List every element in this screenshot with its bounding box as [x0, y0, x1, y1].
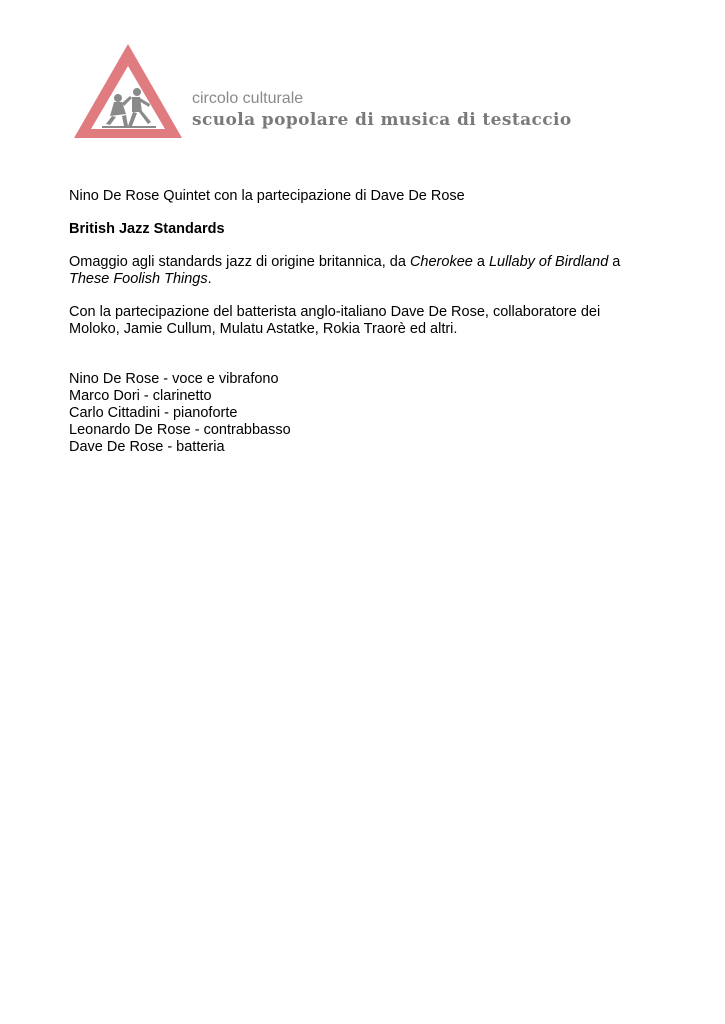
lineup-item: Leonardo De Rose - contrabbasso [69, 422, 291, 438]
song-title-lullaby: Lullaby of Birdland [488, 254, 609, 270]
description-text: Omaggio agli standards jazz di origine britannica, da [69, 254, 410, 270]
description-connector: a [472, 254, 489, 270]
lineup-item: Marco Dori - clarinetto [69, 388, 212, 404]
collaboration-paragraph: Con la partecipazione del batterista anglo-italiano Dave De Rose, collaboratore dei Moloko, Jamie Cullum, Mulatu Astatke, Rokia Traorè ed altri. [69, 304, 601, 337]
logo-title: scuola popolare di musica di testaccio [192, 110, 572, 130]
header-logo [70, 40, 630, 142]
concert-title: British Jazz Standards [69, 221, 225, 237]
description-paragraph [69, 254, 649, 288]
school-logo-icon [70, 40, 186, 142]
document-body [69, 188, 649, 456]
song-title-cherokee: Cherokee [409, 254, 473, 270]
logo-subtitle: circolo culturale [192, 90, 304, 107]
description-period: . [207, 271, 212, 287]
lineup-list [69, 371, 649, 456]
description-connector: a [608, 254, 621, 270]
song-title-foolish-things: These Foolish Things [69, 271, 208, 287]
lineup-item: Carlo Cittadini - pianoforte [69, 405, 238, 421]
lineup-item: Nino De Rose - voce e vibrafono [69, 371, 279, 387]
lineup-item: Dave De Rose - batteria [69, 439, 225, 455]
intro-line: Nino De Rose Quintet con la partecipazione di Dave De Rose [69, 188, 465, 204]
